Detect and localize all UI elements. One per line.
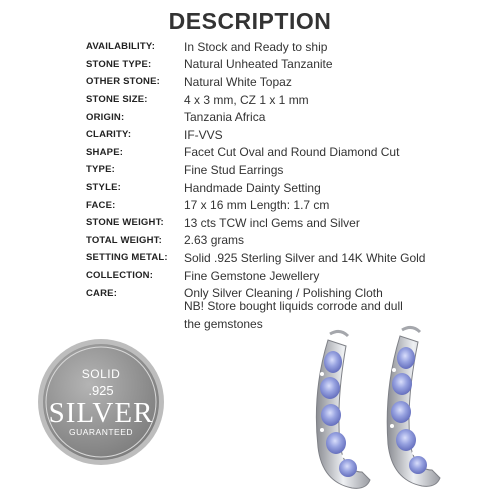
tanzanite-earrings-image (300, 322, 450, 494)
badge-silver-text: SILVER (48, 397, 154, 429)
spec-value: Solid .925 Sterling Silver and 14K White Gold (184, 250, 426, 265)
badge-925-text: .925 (88, 383, 114, 398)
spec-row-stone-size (86, 91, 425, 109)
spec-label: STONE SIZE: (86, 94, 148, 106)
spec-row-shape (86, 144, 425, 162)
spec-value: Tanzania Africa (184, 110, 266, 125)
spec-value: Natural Unheated Tanzanite (184, 57, 333, 72)
spec-value: Fine Stud Earrings (184, 162, 284, 177)
spec-label: CLARITY: (86, 129, 132, 141)
spec-row-stone-type (86, 56, 425, 74)
spec-label: COLLECTION: (86, 270, 154, 282)
spec-value: Fine Gemstone Jewellery (184, 268, 320, 283)
spec-row-clarity (86, 126, 425, 144)
spec-value: 4 x 3 mm, CZ 1 x 1 mm (184, 92, 309, 107)
spec-label: TOTAL WEIGHT: (86, 234, 162, 246)
left-earring (316, 331, 370, 488)
spec-label: SETTING METAL: (86, 252, 168, 264)
care-note-line: NB! Store bought liquids corrode and dull (184, 299, 403, 313)
spec-row-availability (86, 38, 425, 56)
spec-row-total-weight (86, 232, 425, 250)
spec-label: STYLE: (86, 182, 121, 194)
spec-value: Facet Cut Oval and Round Diamond Cut (184, 145, 400, 160)
earrings-photo (300, 322, 450, 494)
spec-value: Only Silver Cleaning / Polishing Cloth (184, 286, 383, 301)
spec-label: AVAILABILITY: (86, 41, 156, 53)
spec-value: Handmade Dainty Setting (184, 180, 321, 195)
spec-label: CARE: (86, 287, 118, 299)
spec-row-style (86, 179, 425, 197)
badge-guaranteed-text: GUARANTEED (68, 427, 134, 437)
spec-row-type (86, 161, 425, 179)
spec-list (86, 38, 425, 302)
badge-solid-text: SOLID (81, 367, 121, 381)
spec-label: SHAPE: (86, 146, 124, 158)
spec-row-face (86, 196, 425, 214)
spec-value: IF-VVS (184, 127, 223, 142)
spec-label: STONE WEIGHT: (86, 217, 164, 229)
spec-row-other-stone (86, 73, 425, 91)
spec-label: FACE: (86, 199, 116, 211)
spec-value: 17 x 16 mm Length: 1.7 cm (184, 198, 330, 213)
spec-value: Natural White Topaz (184, 74, 292, 89)
spec-label: OTHER STONE: (86, 76, 161, 88)
spec-row-stone-weight (86, 214, 425, 232)
right-earring (387, 327, 440, 486)
spec-label: STONE TYPE: (86, 58, 152, 70)
spec-row-setting-metal (86, 249, 425, 267)
spec-label: ORIGIN: (86, 111, 125, 123)
spec-row-origin (86, 108, 425, 126)
spec-value: 13 cts TCW incl Gems and Silver (184, 215, 360, 230)
care-note-line: the gemstones (184, 316, 263, 331)
spec-value: In Stock and Ready to ship (184, 39, 328, 54)
silver-guarantee-badge (36, 337, 166, 467)
spec-value: 2.63 grams (184, 233, 245, 248)
spec-label: TYPE: (86, 164, 115, 176)
spec-row-collection (86, 267, 425, 285)
page-title: DESCRIPTION (168, 8, 332, 34)
